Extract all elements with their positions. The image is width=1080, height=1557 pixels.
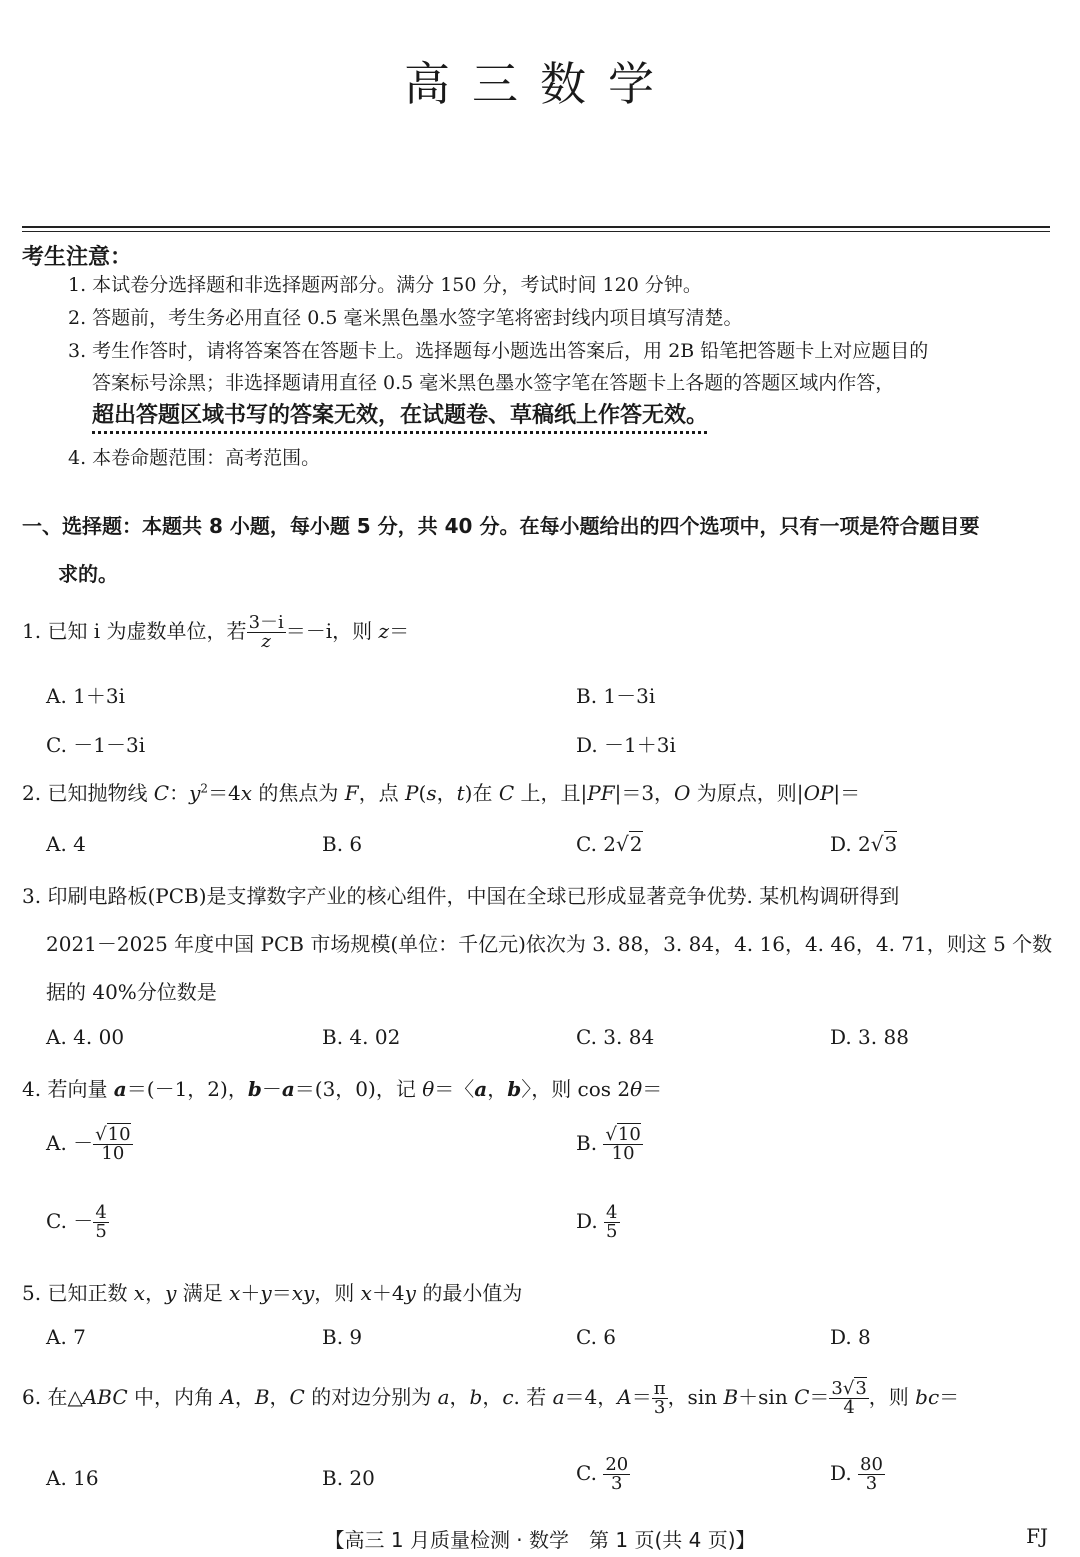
- q4-d-pre: D.: [576, 1209, 605, 1233]
- q2-t6: (: [418, 781, 427, 805]
- q2-var-y: y: [189, 781, 201, 805]
- q5-var-y2: y: [260, 1281, 272, 1305]
- q5-var-y3: y: [404, 1281, 416, 1305]
- q4-t2: ＝(－1，2)，: [126, 1077, 248, 1101]
- q6-sqrt-frac: $\frac{3√3}{4}$: [831, 1378, 867, 1418]
- q4-a-frac: $\frac{√10}{10}$: [95, 1124, 131, 1164]
- q4-vec-b: b: [247, 1077, 262, 1101]
- q6-t4: . 若: [513, 1385, 553, 1409]
- q6-t8: ＋sin: [738, 1385, 795, 1409]
- q1-var: z: [378, 619, 390, 643]
- q2-var-c2: C: [498, 781, 515, 805]
- q6-option-c: [576, 1456, 630, 1493]
- q2-var-p: P: [405, 781, 419, 805]
- q4-theta: θ: [422, 1077, 435, 1101]
- q2-c-pre: C. 2: [576, 832, 617, 856]
- q5-var-x3: x: [360, 1281, 372, 1305]
- q2-var-o: O: [674, 781, 691, 805]
- q1-option-d: D. －1＋3i: [576, 733, 676, 757]
- q6-t2: 中，内角: [127, 1385, 221, 1409]
- q2-d-radicand: 3: [884, 832, 898, 856]
- q2-var-s: s: [426, 781, 437, 805]
- q2-t9: |＝3，: [614, 781, 675, 805]
- q6-t9: ＝: [809, 1385, 830, 1409]
- q6-var-c: c: [502, 1385, 514, 1409]
- q6-c-pre: C.: [576, 1461, 604, 1485]
- q5-option-b: B. 9: [322, 1325, 363, 1349]
- q1-option-a: A. 1＋3i: [46, 684, 126, 708]
- q5-var-x: x: [133, 1281, 146, 1305]
- q6-t6: ＝: [631, 1385, 652, 1409]
- q1-option-c: C. －1－3i: [46, 733, 146, 757]
- q5-t8: 的最小值为: [415, 1281, 523, 1305]
- q5-t2: ，: [145, 1281, 166, 1305]
- q2-var-f: F: [344, 781, 359, 805]
- q6-var-bc: bc: [915, 1385, 940, 1409]
- q4-c-num: 4: [95, 1202, 107, 1223]
- q5-t6: ，则: [314, 1281, 361, 1305]
- q3-option-c: C. 3. 84: [576, 1025, 655, 1049]
- question-4: [22, 1073, 662, 1102]
- q6-c-den: 3: [611, 1473, 623, 1494]
- q6-t7: ，sin: [667, 1385, 724, 1409]
- q3-option-a: A. 4. 00: [46, 1025, 125, 1049]
- notice-item-3-cont: 答案标号涂黑；非选择题请用直径 0.5 毫米黑色墨水签字笔在答题卡上各题的答题区域内作答，: [92, 372, 895, 394]
- q1-text-post: ＝－i，则: [285, 619, 379, 643]
- q2-t4: 的焦点为: [252, 781, 345, 805]
- q5-option-d: D. 8: [830, 1325, 871, 1349]
- q6-c4: ，: [482, 1385, 503, 1409]
- q1-text: 1. 已知 i 为虚数单位，若: [22, 619, 247, 643]
- q2-t1: 2. 已知抛物线: [22, 781, 154, 805]
- q6-var-abc: ABC: [82, 1385, 128, 1409]
- q4-option-c: [46, 1204, 109, 1241]
- q6-pi-den: 3: [653, 1397, 666, 1418]
- q5-t5: ＝: [271, 1281, 292, 1305]
- q6-option-d: [830, 1456, 885, 1493]
- q6-pi-num: π: [653, 1378, 666, 1399]
- q4-d-den: 5: [606, 1221, 618, 1242]
- notice-warning: 超出答题区域书写的答案无效，在试题卷、草稿纸上作答无效。: [92, 403, 709, 428]
- q2-var-c: C: [153, 781, 170, 805]
- q4-theta2: θ: [630, 1077, 643, 1101]
- q6-f-num-pre: 3: [831, 1378, 843, 1399]
- q4-b-den: 10: [611, 1143, 635, 1164]
- q6-var-a2: a: [552, 1385, 565, 1409]
- q1-fraction: [247, 614, 286, 651]
- question-5: [22, 1277, 522, 1306]
- q4-t4: ＝(3，0)，记: [294, 1077, 423, 1101]
- q6-var-c1: C: [289, 1385, 305, 1409]
- q4-d-frac: [604, 1204, 619, 1241]
- q2-t11: |＝: [833, 781, 861, 805]
- q6-t10: ，则: [868, 1385, 916, 1409]
- question-3: 3. 印刷电路板(PCB)是支撑数字产业的核心组件，中国在全球已形成显著竞争优势. 某机构调研得到: [22, 884, 900, 908]
- q2-var-x: x: [240, 781, 253, 805]
- q6-d-frac: [858, 1456, 885, 1493]
- q6-option-b: B. 20: [322, 1466, 375, 1490]
- q2-var-t: t: [456, 781, 465, 805]
- q4-option-d: [576, 1204, 620, 1241]
- q5-var-xy: xy: [291, 1281, 315, 1305]
- section-heading: 一、选择题：本题共 8 小题，每小题 5 分，共 40 分。在每小题给出的四个选项中，只有一项是符合题目要: [22, 514, 980, 538]
- footer-code: FJ: [1026, 1524, 1048, 1548]
- q2-option-c: C. 2√2: [576, 832, 643, 856]
- q6-var-b: b: [469, 1385, 483, 1409]
- notice-item-3: 3. 考生作答时，请将答案答在答题卡上。选择题每小题选出答案后，用 2B 铅笔把答题卡上对应题目的: [68, 340, 929, 362]
- q4-b-pre: B.: [576, 1131, 604, 1155]
- page-footer: 【高三 1 月质量检测 · 数学 第 1 页(共 4 页)】: [324, 1528, 756, 1552]
- q6-var-a3: A: [617, 1385, 632, 1409]
- q4-t6: ，: [487, 1077, 508, 1101]
- page-title: 高三数学: [404, 57, 676, 111]
- q2-t3: ＝4: [208, 781, 241, 805]
- q5-t3: 满足: [176, 1281, 230, 1305]
- q6-d-den: 3: [865, 1473, 878, 1494]
- q2-exp: 2: [200, 781, 209, 796]
- header-rule: [22, 226, 1050, 228]
- q6-t11: ＝: [939, 1385, 960, 1409]
- q2-option-d: D. 2√3: [830, 832, 898, 856]
- q2-var-op: OP: [803, 781, 834, 805]
- q2-t2: ：: [169, 781, 190, 805]
- q2-t8: 上，且|: [514, 781, 588, 805]
- question-2: [22, 777, 860, 806]
- q4-a-pre: A. －: [46, 1131, 94, 1155]
- q6-f-radicand: 3: [855, 1378, 867, 1399]
- q2-t7: )在: [464, 781, 499, 805]
- notice-item-4: 4. 本卷命题范围：高考范围。: [68, 447, 321, 469]
- q2-t10: 为原点，则|: [690, 781, 804, 805]
- q3-option-d: D. 3. 88: [830, 1025, 909, 1049]
- q4-option-b: [576, 1126, 643, 1163]
- q2-option-b: B. 6: [322, 832, 363, 856]
- q2-d-pre: D. 2: [830, 832, 871, 856]
- q6-c1: ，: [234, 1385, 255, 1409]
- q5-t1: 5. 已知正数: [22, 1281, 134, 1305]
- q6-var-b1: B: [254, 1385, 270, 1409]
- q2-c-radicand: 2: [629, 832, 643, 856]
- q2-comma: ，: [436, 781, 457, 805]
- section-heading-cont: 求的。: [58, 562, 118, 586]
- q4-t8: ＝: [642, 1077, 663, 1101]
- q2-t5: ，点: [358, 781, 406, 805]
- q4-t7: 〉，则 cos 2: [521, 1077, 631, 1101]
- q5-t7: ＋4: [371, 1281, 405, 1305]
- q6-pi-frac: [652, 1380, 668, 1417]
- notice-item-1: 1. 本试卷分选择题和非选择题两部分。满分 150 分，考试时间 120 分钟。: [68, 274, 702, 296]
- q4-vec-b2: b: [507, 1077, 522, 1101]
- q6-c-num: 20: [605, 1454, 629, 1475]
- q5-option-c: C. 6: [576, 1325, 617, 1349]
- question-3-cont: 2021－2025 年度中国 PCB 市场规模(单位：千亿元)依次为 3. 88，3. 84，4. 16，4. 46，4. 71，则这 5 个数: [46, 932, 1053, 956]
- q4-vec-a: a: [113, 1077, 127, 1101]
- question-3-cont2: 据的 40%分位数是: [46, 980, 217, 1004]
- notice-item-2: 2. 答题前，考生务必用直径 0.5 毫米黑色墨水签字笔将密封线内项目填写清楚。: [68, 307, 743, 329]
- q6-t3: 的对边分别为: [304, 1385, 438, 1409]
- q2-var-pf: PF: [587, 781, 615, 805]
- q4-t1: 4. 若向量: [22, 1077, 114, 1101]
- q4-c-frac: [93, 1204, 108, 1241]
- q4-c-den: 5: [95, 1221, 107, 1242]
- q6-d-pre: D.: [830, 1461, 859, 1485]
- q6-d-num: 80: [860, 1454, 883, 1475]
- q6-c-frac: [603, 1456, 630, 1493]
- q3-option-b: B. 4. 02: [322, 1025, 401, 1049]
- notice-heading: 考生注意：: [22, 245, 133, 270]
- q6-t1: 6. 在△: [22, 1385, 83, 1409]
- q1-option-b: B. 1－3i: [576, 684, 656, 708]
- q2-option-a: A. 4: [46, 832, 86, 856]
- q6-var-c2: C: [794, 1385, 810, 1409]
- question-1: [22, 614, 409, 651]
- question-6: [22, 1380, 959, 1417]
- q6-var-b2: B: [723, 1385, 739, 1409]
- q4-a-radicand: 10: [107, 1124, 131, 1145]
- q1-frac-num: 3－i: [248, 612, 284, 633]
- q6-option-a: A. 16: [46, 1466, 99, 1490]
- q4-option-a: [46, 1126, 133, 1163]
- q4-vec-a3: a: [474, 1077, 488, 1101]
- q4-t5: ＝〈: [434, 1077, 475, 1101]
- q4-b-frac: $\frac{√10}{10}$: [605, 1124, 641, 1164]
- q5-t4: ＋: [240, 1281, 261, 1305]
- q4-a-den: 10: [101, 1143, 125, 1164]
- q4-b-radicand: 10: [617, 1124, 641, 1145]
- q1-frac-den: z: [261, 631, 271, 652]
- q6-c2: ，: [269, 1385, 290, 1409]
- q6-c3: ，: [449, 1385, 470, 1409]
- q6-var-a: a: [437, 1385, 450, 1409]
- q4-t3: －: [261, 1077, 282, 1101]
- q6-t5: ＝4，: [564, 1385, 618, 1409]
- q4-vec-a2: a: [281, 1077, 295, 1101]
- q4-c-pre: C. －: [46, 1209, 94, 1233]
- header-rule-thin: [22, 231, 1050, 232]
- q6-var-a1: A: [220, 1385, 235, 1409]
- q6-f-den: 4: [843, 1397, 855, 1418]
- q5-var-x2: x: [229, 1281, 241, 1305]
- q1-eq: ＝: [389, 619, 410, 643]
- q5-var-y: y: [165, 1281, 177, 1305]
- q4-d-num: 4: [606, 1202, 618, 1223]
- q5-option-a: A. 7: [46, 1325, 86, 1349]
